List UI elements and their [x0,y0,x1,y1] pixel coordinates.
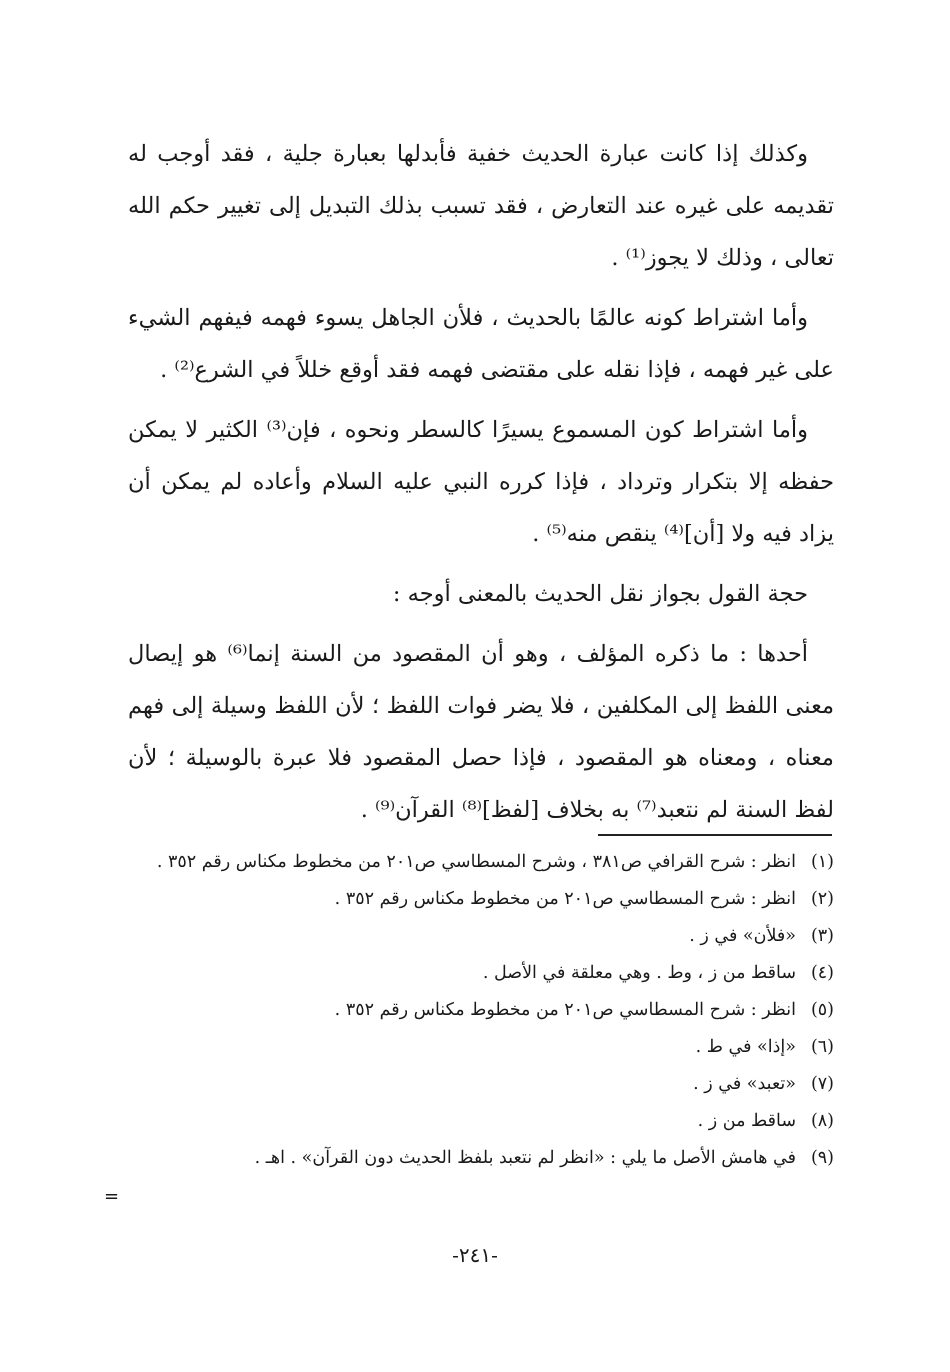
paragraph: وأما اشتراط كونه عالمًا بالحديث ، فلأن الجاهل يسوء فهمه فيفهم الشيء على غير فهمه ، فإذا نقله على مقتضى فهمه فقد أوقع خللاً في الشرع⁽²⁾ . [128,305,834,383]
footnote-text: «تعبد» في ز . [693,1074,796,1094]
footnote [118,992,834,1029]
footnote [118,918,834,955]
footnote-number: (٨) [810,1111,834,1131]
footnote-number: (٢) [810,889,834,909]
footnote-separator [598,834,832,836]
footnote-text: ساقط من ز ، وط . وهي معلقة في الأصل . [482,963,796,983]
footnote-number: (٤) [810,963,834,983]
footnote-text: «فلأن» في ز . [689,926,796,946]
paragraph: أحدها : ما ذكره المؤلف ، وهو أن المقصود من السنة إنما⁽⁶⁾ هو إيصال معنى اللفظ إلى المكلفين ، فلا يضر فوات اللفظ ؛ لأن اللفظ وسيلة إلى فهم معناه ، ومعناه هو المقصود ، فإذا حصل المقصود فلا عبرة بالوسيلة ؛ لأن لفظ السنة لم نتعبد⁽⁷⁾ به بخلاف [لفظ]⁽⁸⁾ القرآن⁽⁹⁾ . [128,641,834,823]
footnotes-list [118,844,834,1177]
footnote-text: انظر : شرح المسطاسي ص٢٠١ من مخطوط مكناس رقم ٣٥٢ . [334,889,796,909]
footnote-number: (٩) [810,1148,834,1168]
paragraph: وكذلك إذا كانت عبارة الحديث خفية فأبدلها بعبارة جلية ، فقد أوجب له تقديمه على غيره عند التعارض ، فقد تسبب بذلك التبديل إلى تغيير حكم الله تعالى ، وذلك لا يجوز⁽¹⁾ . [128,141,834,271]
main-text [128,128,834,836]
footnote [118,1066,834,1103]
footnote-number: (٧) [810,1074,834,1094]
margin-mark: = [104,1186,120,1207]
footnote-text: ساقط من ز . [697,1111,796,1131]
footnote [118,881,834,918]
footnote-text: انظر : شرح القرافي ص٣٨١ ، وشرح المسطاسي ص٢٠١ من مخطوط مكناس رقم ٣٥٢ . [156,852,796,872]
footnote [118,1029,834,1066]
section-heading: حجة القول بجواز نقل الحديث بالمعنى أوجه : [392,581,808,607]
footnote-number: (١) [810,852,834,872]
footnote [118,844,834,881]
footnote-number: (٥) [810,1000,834,1020]
paragraph: وأما اشتراط كون المسموع يسيرًا كالسطر ونحوه ، فإن⁽³⁾ الكثير لا يمكن حفظه إلا بتكرار وترداد ، فإذا كرره النبي عليه السلام وأعاده لم يمكن أن يزاد فيه ولا [أن]⁽⁴⁾ ينقص منه⁽⁵⁾ . [128,417,834,547]
footnote-text: «إذا» في ط . [695,1037,796,1057]
footnote [118,1140,834,1177]
footnote-number: (٦) [810,1037,834,1057]
footnote-text: في هامش الأصل ما يلي : «انظر لم نتعبد بلفظ الحديث دون القرآن» . اهـ . [254,1148,796,1168]
footnote [118,1103,834,1140]
page-number: -٢٤١- [452,1243,498,1267]
footnote-number: (٣) [810,926,834,946]
footnote [118,955,834,992]
footnote-text: انظر : شرح المسطاسي ص٢٠١ من مخطوط مكناس رقم ٣٥٢ . [334,1000,796,1020]
